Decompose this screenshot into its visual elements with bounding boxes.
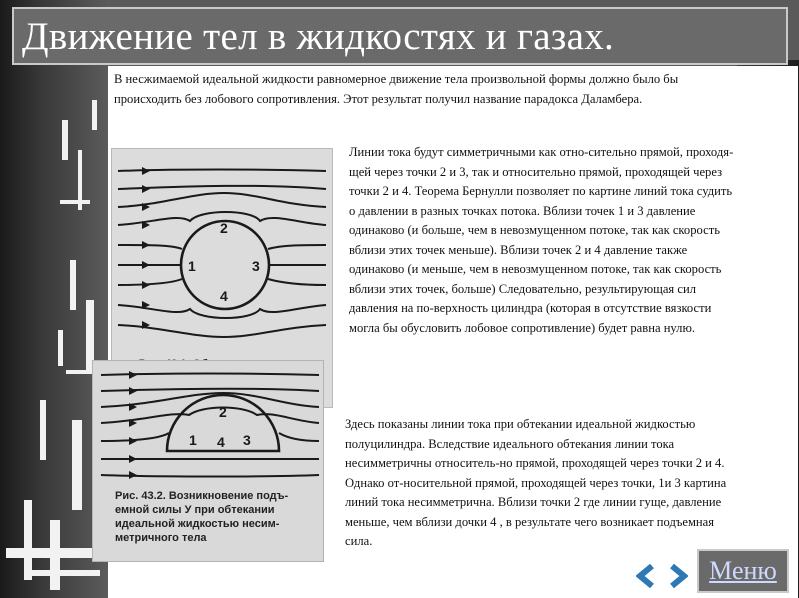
slide-content bbox=[108, 66, 798, 598]
arrow-head bbox=[142, 241, 150, 249]
point-label: 2 bbox=[219, 404, 227, 420]
circuit-mark bbox=[72, 420, 82, 510]
arrow-head bbox=[129, 371, 137, 379]
circuit-mark bbox=[40, 400, 46, 460]
paragraph-half-cylinder-explanation: Здесь показаны линии тока при обтекании идеальной жидкостью полуцилиндра. Вследствие идеального обтекания линии тока несимметричны относитель-но прямой, проходящей через точки 2 и 4. Однако от-носительной прямой, проходящей через точки, 1и 3 картина линий тока несимметрична. Вблизи точки 2 где линии гуще, давление меньше, чем вблизи дочки 4 , в результате чего возникает подъемная сила. bbox=[345, 417, 727, 548]
point-label: 3 bbox=[243, 432, 251, 448]
caption-line: метричного тела bbox=[115, 532, 207, 544]
circuit-mark bbox=[24, 500, 32, 580]
nav-arrows-graphic bbox=[636, 562, 688, 590]
streamline bbox=[118, 193, 326, 207]
arrow-head bbox=[142, 167, 150, 175]
streamline bbox=[268, 279, 326, 285]
arrow-head bbox=[142, 281, 150, 289]
circuit-mark bbox=[92, 100, 97, 130]
streamline bbox=[118, 279, 182, 285]
circuit-mark bbox=[60, 200, 90, 204]
double-chevron-arrows-icon[interactable] bbox=[636, 562, 688, 590]
figure-half-cylinder-flow bbox=[92, 360, 324, 562]
arrow-head bbox=[142, 261, 150, 269]
chevron-right-icon[interactable] bbox=[672, 566, 684, 586]
menu-button[interactable]: Меню bbox=[697, 549, 789, 593]
figure-2-caption bbox=[93, 489, 324, 545]
point-label: 4 bbox=[217, 434, 225, 450]
arrow-head bbox=[129, 471, 137, 479]
arrow-head bbox=[129, 437, 137, 445]
caption-line: идеальной жидкостью несим- bbox=[115, 518, 280, 530]
streamline bbox=[279, 433, 319, 441]
streamline bbox=[101, 433, 169, 441]
intro-paragraph: В несжимаемой идеальной жидкости равномерное движение тела произвольной формы должно было бы происходить без лобового сопротивления. Этот результат получил название парадокса Даламбера. bbox=[114, 72, 679, 106]
slide-title: Движение тел в жидкостях и газах. bbox=[22, 14, 615, 58]
circuit-mark bbox=[70, 260, 76, 310]
streamline bbox=[101, 408, 319, 424]
arrow-head bbox=[129, 455, 137, 463]
streamline bbox=[118, 305, 326, 318]
point-label: 2 bbox=[220, 220, 228, 236]
paragraph-cylinder-explanation: Линии тока будут симметричными как отно-сительно прямой, проходя-щей через точки 2 и 3, так и относительно прямой, проходящей через точки 2 и 4. Теорема Бернулли позволяет по картине линий тока судить о давлении в разных точках потока. Вблизи точек 1 и 3 давление одинаково (и больше, чем в невозмущенном потоке, так как скорость вблизи этих точек меньше). Вблизи точек 2 и 4 давление также одинаково (и меньше, чем в невозмущенном потоке, так как скорость вблизи этих точек, больше) Следовательно, результирующая сил давления на по-верхность цилиндра (которая в отсутствие вязкости могла бы обусловить лобовое сопротивление) будет равна нулю. bbox=[349, 145, 734, 335]
arrow-head bbox=[142, 185, 150, 193]
streamline bbox=[268, 245, 326, 249]
streamline bbox=[118, 245, 182, 249]
circuit-mark bbox=[6, 548, 106, 558]
circuit-mark bbox=[58, 330, 63, 366]
circuit-mark bbox=[62, 120, 68, 160]
caption-line: емной силы У при обтекании bbox=[115, 504, 275, 516]
arrow-head bbox=[129, 387, 137, 395]
caption-line: Рис. 43.2. Возникновение подъ- bbox=[115, 490, 289, 502]
streamline bbox=[118, 186, 326, 189]
chevron-left-icon[interactable] bbox=[640, 566, 652, 586]
point-label: 4 bbox=[220, 288, 228, 304]
circuit-mark bbox=[30, 570, 100, 576]
point-label: 1 bbox=[188, 258, 196, 274]
point-label: 1 bbox=[189, 432, 197, 448]
streamline bbox=[118, 325, 326, 337]
slide-title-bar bbox=[12, 7, 788, 65]
point-label: 3 bbox=[252, 258, 260, 274]
